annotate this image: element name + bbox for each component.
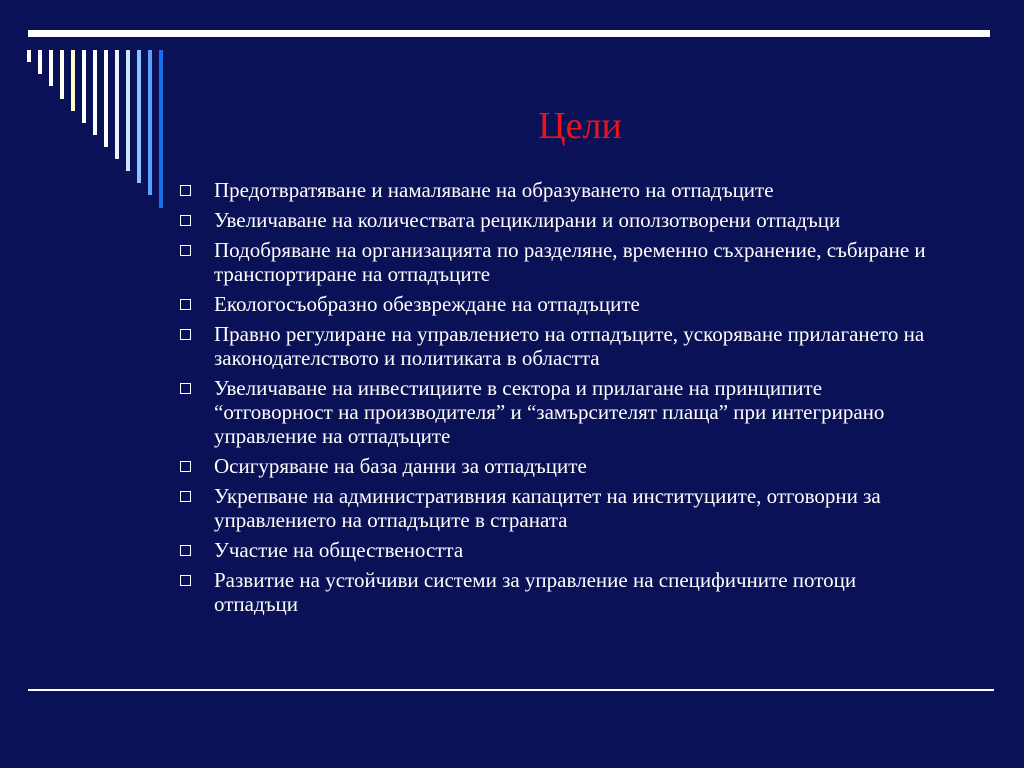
bullet-text: Увеличаване на инвестициите в сектора и прилагане на принципите “отговорност на производителя” и “замърсителят плаща” при интегрирано управление на отпадъците <box>214 376 885 448</box>
bullet-item <box>178 568 938 616</box>
hollow-square-bullet-icon <box>180 461 191 472</box>
bottom-divider-line <box>28 689 994 691</box>
bullet-text: Правно регулиране на управлението на отпадъците, ускоряване прилагането на законодателството и политиката в областта <box>214 322 925 370</box>
bullet-item <box>178 238 938 286</box>
decorative-stripe <box>38 50 42 74</box>
bullet-text: Участие на обществеността <box>214 538 464 562</box>
bullet-text: Развитие на устойчиви системи за управление на специфичните потоци отпадъци <box>214 568 857 616</box>
decorative-stripe <box>60 50 64 99</box>
slide-title: Цели <box>538 105 622 147</box>
bullet-text: Укрепване на административния капацитет на институциите, отговорни за управлението на отпадъците в страната <box>214 484 881 532</box>
bullet-item <box>178 454 938 478</box>
bullet-item <box>178 376 938 448</box>
hollow-square-bullet-icon <box>180 245 191 256</box>
bullet-item <box>178 292 938 316</box>
bullet-item <box>178 208 938 232</box>
bullet-list <box>178 178 938 622</box>
hollow-square-bullet-icon <box>180 575 191 586</box>
hollow-square-bullet-icon <box>180 491 191 502</box>
hollow-square-bullet-icon <box>180 185 191 196</box>
hollow-square-bullet-icon <box>180 215 191 226</box>
decorative-stripe <box>49 50 53 86</box>
bullet-text: Увеличаване на количествата рециклирани и оползотворени отпадъци <box>214 208 841 232</box>
hollow-square-bullet-icon <box>180 329 191 340</box>
decorative-stripe <box>27 50 31 62</box>
bullet-text: Подобряване на организацията по разделяне, временно съхранение, събиране и транспортиране на отпадъците <box>214 238 926 286</box>
bullet-text: Екологосъобразно обезвреждане на отпадъците <box>214 292 640 316</box>
bullet-item <box>178 538 938 562</box>
bullet-text: Предотвратяване и намаляване на образуването на отпадъците <box>214 178 774 202</box>
bullet-item <box>178 484 938 532</box>
hollow-square-bullet-icon <box>180 383 191 394</box>
bullet-item <box>178 178 938 202</box>
hollow-square-bullet-icon <box>180 299 191 310</box>
decorative-stripe <box>71 50 75 111</box>
bullet-item <box>178 322 938 370</box>
bullet-text: Осигуряване на база данни за отпадъците <box>214 454 587 478</box>
hollow-square-bullet-icon <box>180 545 191 556</box>
top-divider-line <box>28 30 990 37</box>
